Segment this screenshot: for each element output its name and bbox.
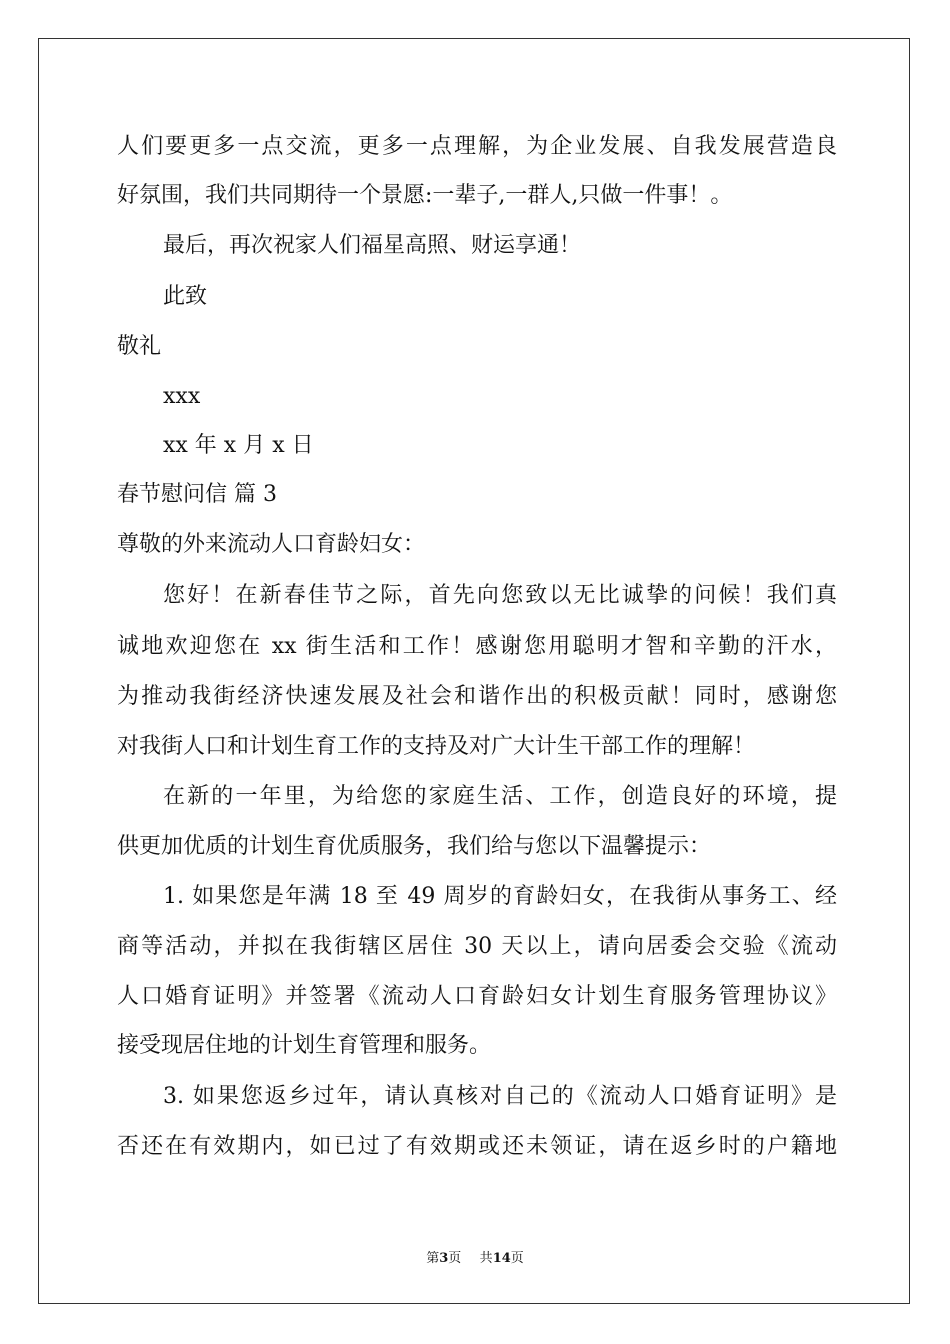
item3-line-1: 3. 如果您返乡过年，请认真核对自己的《流动人口婚育证明》是 <box>163 1084 837 1109</box>
footer-page-prefix: 第 <box>426 1251 440 1266</box>
section-heading: 春节慰问信 篇 3 <box>117 482 277 507</box>
body-line-1: 人们要更多一点交流，更多一点理解，为企业发展、自我发展营造良 <box>117 134 837 159</box>
salutation-cizhi: 此致 <box>163 284 208 309</box>
para2-line-1: 在新的一年里，为给您的家庭生活、工作，创造良好的环境，提 <box>163 784 837 809</box>
para2-line-2: 供更加优质的计划生育优质服务，我们给与您以下温馨提示： <box>117 834 712 859</box>
signature-name: xxx <box>163 384 201 409</box>
salutation-jingli: 敬礼 <box>117 334 162 359</box>
body-line-2: 好氛围，我们共同期待一个景愿:一辈子,一群人,只做一件事！。 <box>117 183 733 208</box>
page-footer <box>0 1247 950 1266</box>
para1-line-2: 诚地欢迎您在 xx 街生活和工作！感谢您用聪明才智和辛勤的汗水， <box>117 634 837 659</box>
footer-page-suffix: 页 <box>448 1251 462 1266</box>
para1-line-3: 为推动我街经济快速发展及社会和谐作出的积极贡献！同时，感谢您 <box>117 684 837 709</box>
para1-line-4: 对我街人口和计划生育工作的支持及对广大计生干部工作的理解！ <box>117 734 756 759</box>
item1-line-4: 接受现居住地的计划生育管理和服务。 <box>117 1033 492 1058</box>
item1-line-3: 人口婚育证明》并签署《流动人口育龄妇女计划生育服务管理协议》 <box>117 984 837 1009</box>
item1-line-1: 1. 如果您是年满 18 至 49 周岁的育龄妇女，在我街从事务工、经 <box>163 884 837 909</box>
footer-total-pages: 14 <box>492 1251 511 1266</box>
footer-page-number: 3 <box>439 1251 449 1266</box>
footer-total-prefix: 共 <box>479 1251 493 1266</box>
letter-greeting: 尊敬的外来流动人口育龄妇女： <box>117 532 426 557</box>
item3-line-2: 否还在有效期内，如已过了有效期或还未领证，请在返乡时的户籍地 <box>117 1134 837 1159</box>
item1-line-2: 商等活动，并拟在我街辖区居住 30 天以上，请向居委会交验《流动 <box>117 934 837 959</box>
signature-date: xx 年 x 月 x 日 <box>163 433 314 458</box>
closing-wish: 最后，再次祝家人们福星高照、财运享通！ <box>163 233 582 258</box>
footer-total-suffix: 页 <box>510 1251 524 1266</box>
para1-line-1: 您好！在新春佳节之际，首先向您致以无比诚挚的问候！我们真 <box>163 583 837 608</box>
page-border <box>38 38 910 1304</box>
